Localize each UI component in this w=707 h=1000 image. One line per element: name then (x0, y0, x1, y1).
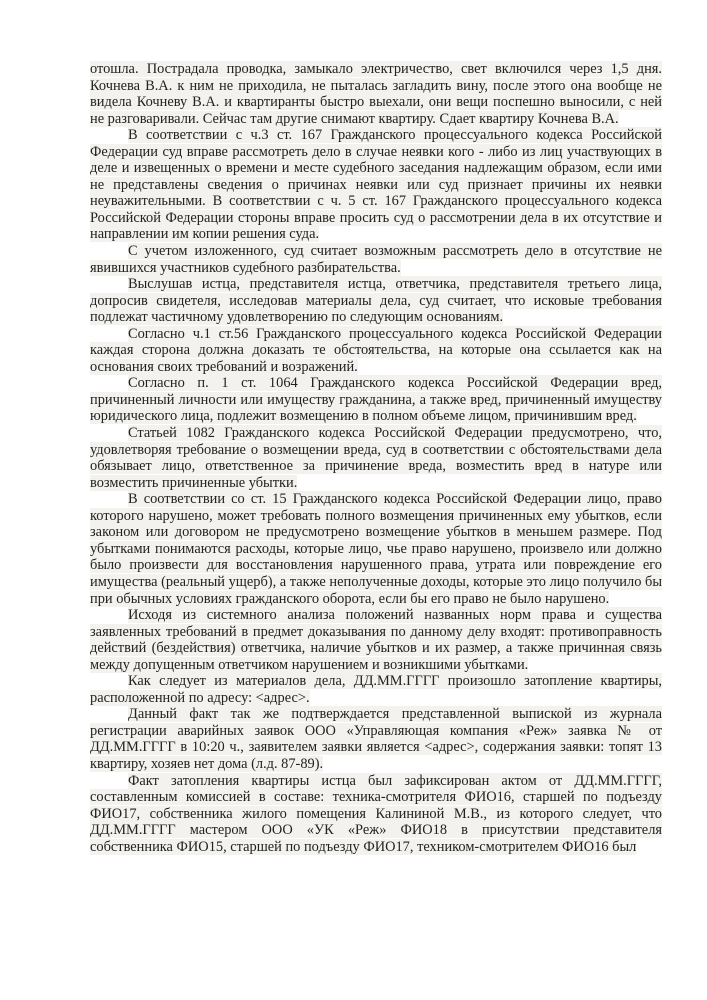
paragraph-text: Согласно п. 1 ст. 1064 Гражданского кодекса Российской Федерации вред, причиненный личности или имуществу гражданина, а также вред, причиненный имуществу юридического лица, подлежит возмещению в полном объеме лицом, причинившим вред. (90, 375, 662, 425)
paragraph-text: Исходя из системного анализа положений названных норм права и существа заявленных требований в предмет доказывания по данному делу входят: противоправность действий (бездействия) ответчика, наличие убытков и их размер, а также причинная связь между допущенным ответчиком нарушением и возникшими убытками. (90, 607, 662, 673)
paragraph-text: Данный факт так же подтверждается представленной выпиской из журнала регистрации аварийных заявок ООО «Управляющая компания «Реж» заявка № от ДД.ММ.ГГГГ в 10:20 ч., заявителем заявки является <адрес>, содержания заявки: топят 13 квартиру, хозяев нет дома (л.д. 87-89). (90, 706, 662, 772)
paragraph (90, 375, 662, 425)
paragraph (90, 706, 662, 772)
paragraph (90, 425, 662, 491)
paragraph (90, 243, 662, 276)
paragraph (90, 491, 662, 607)
paragraph-text: Выслушав истца, представителя истца, ответчика, представителя третьего лица, допросив свидетеля, исследовав материалы дела, суд считает, что исковые требования подлежат частичному удовлетворению по следующим основаниям. (90, 276, 662, 326)
paragraph (90, 607, 662, 673)
paragraph (90, 326, 662, 376)
paragraph-text: Как следует из материалов дела, ДД.ММ.ГГГГ произошло затопление квартиры, расположенной по адресу: <адрес>. (90, 673, 662, 706)
paragraph-text: отошла. Пострадала проводка, замыкало электричество, свет включился через 1,5 дня. Кочнева В.А. к ним не приходила, не пыталась загладить вину, после этого она вообще не видела Кочневу В.А. и квартиранты быстро выехали, они вещи поспешно выносили, с ней не разговаривали. Сейчас там другие снимают квартиру. Сдает квартиру Кочнева В.А. (90, 61, 662, 127)
paragraph-text: Согласно ч.1 ст.56 Гражданского процессуального кодекса Российской Федерации каждая сторона должна доказать те обстоятельства, на которые она ссылается как на основания своих требований и возражений. (90, 325, 662, 375)
paragraph-text: В соответствии со ст. 15 Гражданского кодекса Российской Федерации лицо, право которого нарушено, может требовать полного возмещения причиненных ему убытков, если законом или договором не предусмотрено возмещение убытков в меньшем размере. Под убытками понимаются расходы, которые лицо, чье право нарушено, произвело или должно было произвести для восстановления нарушенного права, утрата или повреждение его имущества (реальный ущерб), а также неполученные доходы, которые это лицо получило бы при обычных условиях гражданского оборота, если бы его право не было нарушено. (90, 491, 662, 607)
paragraph (90, 127, 662, 243)
document-text-block (90, 61, 662, 855)
paragraph-text: Статьей 1082 Гражданского кодекса Российской Федерации предусмотрено, что, удовлетворяя требование о возмещении вреда, суд в соответствии с обстоятельствами дела обязывает лицо, ответственное за причинение вреда, возместить вред в натуре или возместить причиненные убытки. (90, 425, 662, 491)
paragraph-text: Факт затопления квартиры истца был зафиксирован актом от ДД.ММ.ГГГГ, составленным комиссией в составе: техника-смотрителя ФИО16, старшей по подъезду ФИО17, собственника жилого помещения Калининой М.В., из которого следует, что ДД.ММ.ГГГГ мастером ООО «УК «Реж» ФИО18 в присутствии представителя собственника ФИО15, старшей по подъезду ФИО17, техником-смотрителем ФИО16 был (90, 772, 662, 855)
paragraph-text: В соответствии с ч.3 ст. 167 Гражданского процессуального кодекса Российской Федерации суд вправе рассмотреть дело в случае неявки кого - либо из лиц участвующих в деле и извещенных о времени и месте судебного заседания надлежащим образом, если ими не представлены сведения о причинах неявки или суд признает причины их неявки неуважительными. В соответствии с ч. 5 ст. 167 Гражданского процессуального кодекса Российской Федерации стороны вправе просить суд о рассмотрении дела в их отсутствие и направлении им копии решения суда. (90, 127, 662, 243)
paragraph-text: С учетом изложенного, суд считает возможным рассмотреть дело в отсутствие не явившихся участников судебного разбирательства. (90, 243, 662, 276)
paragraph (90, 773, 662, 856)
paragraph (90, 276, 662, 326)
paragraph (90, 673, 662, 706)
paragraph (90, 61, 662, 127)
